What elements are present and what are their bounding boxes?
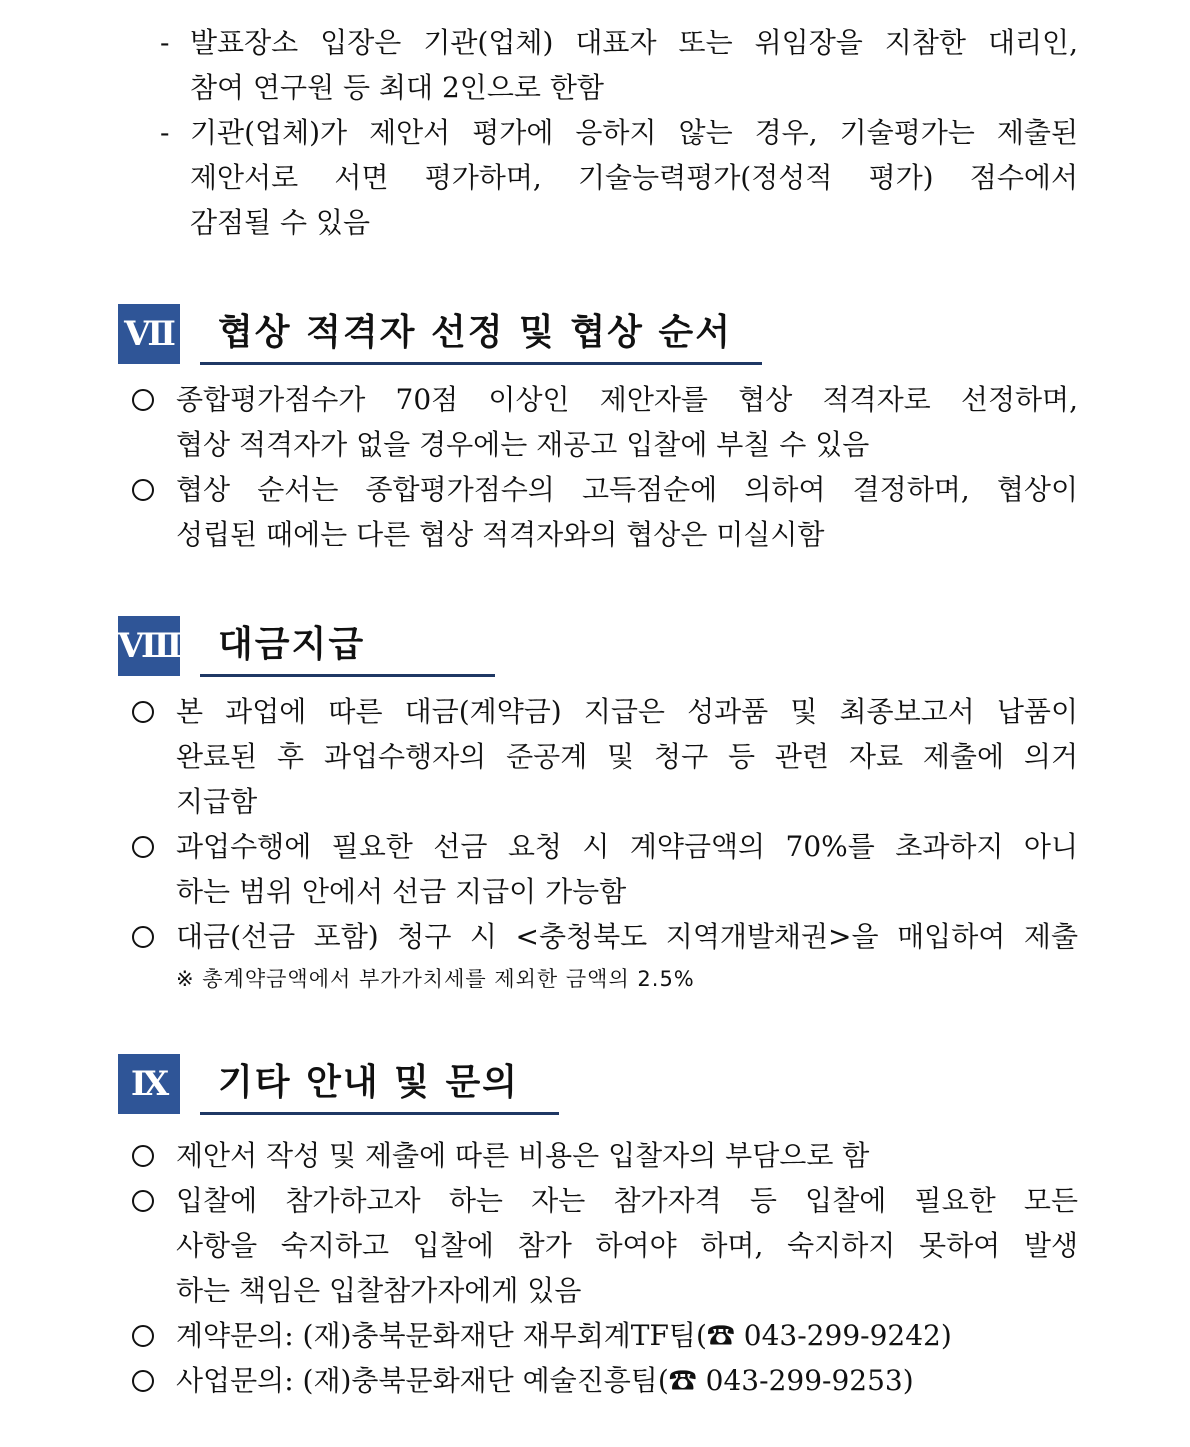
text-line: 기관(업체)가 제안서 평가에 응하지 않는 경우, 기술평가는 제출된 <box>190 116 1078 149</box>
list-item <box>130 1133 1078 1178</box>
text-line: 감점될 수 있음 <box>190 206 371 239</box>
text-line: 제안서 작성 및 제출에 따른 비용은 입찰자의 부담으로 함 <box>176 1139 870 1172</box>
list-item <box>130 914 1078 959</box>
text-line: 본 과업에 따른 대금(계약금) 지급은 성과품 및 최종보고서 납품이 <box>176 695 1078 728</box>
list-item <box>130 1358 1078 1403</box>
text-line: 협상 적격자가 없을 경우에는 재공고 입찰에 부칠 수 있음 <box>176 428 870 461</box>
text-line: 과업수행에 필요한 선금 요청 시 계약금액의 70%를 초과하지 아니 <box>176 830 1078 863</box>
section-number-badge: Ⅶ <box>118 304 180 364</box>
text-line: 하는 책임은 입찰참가자에게 있음 <box>176 1274 582 1307</box>
circle-bullet-icon <box>132 926 154 948</box>
circle-bullet-icon <box>132 1190 154 1212</box>
dash-marker: - <box>160 116 170 149</box>
section-number-badge: Ⅸ <box>118 1054 180 1114</box>
list-item <box>130 689 1078 824</box>
intro-item <box>160 20 1078 110</box>
list-item <box>130 467 1078 557</box>
text-line: 종합평가점수가 70점 이상인 제안자를 협상 적격자로 선정하며, <box>176 383 1078 416</box>
dash-marker: - <box>160 26 170 59</box>
text-line: 사항을 숙지하고 입찰에 참가 하여야 하며, 숙지하지 못하여 발생 <box>176 1229 1078 1262</box>
circle-bullet-icon <box>132 836 154 858</box>
circle-bullet-icon <box>132 1325 154 1347</box>
text-line: 참여 연구원 등 최대 2인으로 한함 <box>190 71 604 104</box>
list-item <box>130 1178 1078 1313</box>
section-header <box>118 1054 818 1116</box>
text-line: 대금(선금 포함) 청구 시 <충청북도 지역개발채권>을 매입하여 제출 <box>176 920 1078 953</box>
intro-item <box>160 110 1078 245</box>
section-title: 협상 적격자 선정 및 협상 순서 <box>200 304 762 365</box>
circle-bullet-icon <box>132 1370 154 1392</box>
list-item <box>130 1313 1078 1358</box>
section-title: 기타 안내 및 문의 <box>200 1054 559 1115</box>
text-line: 협상 순서는 종합평가점수의 고득점순에 의하여 결정하며, 협상이 <box>176 473 1078 506</box>
circle-bullet-icon <box>132 389 154 411</box>
section-header <box>118 304 818 366</box>
text-line: 제안서로 서면 평가하며, 기술능력평가(정성적 평가) 점수에서 <box>190 161 1078 194</box>
contact-line: 계약문의: (재)충북문화재단 재무회계TF팀(☎ 043-299-9242) <box>176 1319 952 1352</box>
circle-bullet-icon <box>132 1145 154 1167</box>
text-line: 하는 범위 안에서 선금 지급이 가능함 <box>176 875 627 908</box>
section-number-badge: Ⅷ <box>118 616 180 676</box>
text-line: 입찰에 참가하고자 하는 자는 참가자격 등 입찰에 필요한 모든 <box>176 1184 1078 1217</box>
text-line: 완료된 후 과업수행자의 준공계 및 청구 등 관련 자료 제출에 의거 <box>176 740 1078 773</box>
note-text: ※ 총계약금액에서 부가가치세를 제외한 금액의 2.5% <box>176 967 695 991</box>
text-line: 발표장소 입장은 기관(업체) 대표자 또는 위임장을 지참한 대리인, <box>190 26 1078 59</box>
circle-bullet-icon <box>132 479 154 501</box>
circle-bullet-icon <box>132 701 154 723</box>
text-line: 지급함 <box>176 785 258 818</box>
contact-line: 사업문의: (재)충북문화재단 예술진흥팀(☎ 043-299-9253) <box>176 1364 914 1397</box>
list-item <box>130 824 1078 914</box>
section-header <box>118 616 818 678</box>
text-line: 성립된 때에는 다른 협상 적격자와의 협상은 미실시함 <box>176 518 825 551</box>
list-item <box>130 377 1078 467</box>
section-title: 대금지급 <box>200 616 495 677</box>
